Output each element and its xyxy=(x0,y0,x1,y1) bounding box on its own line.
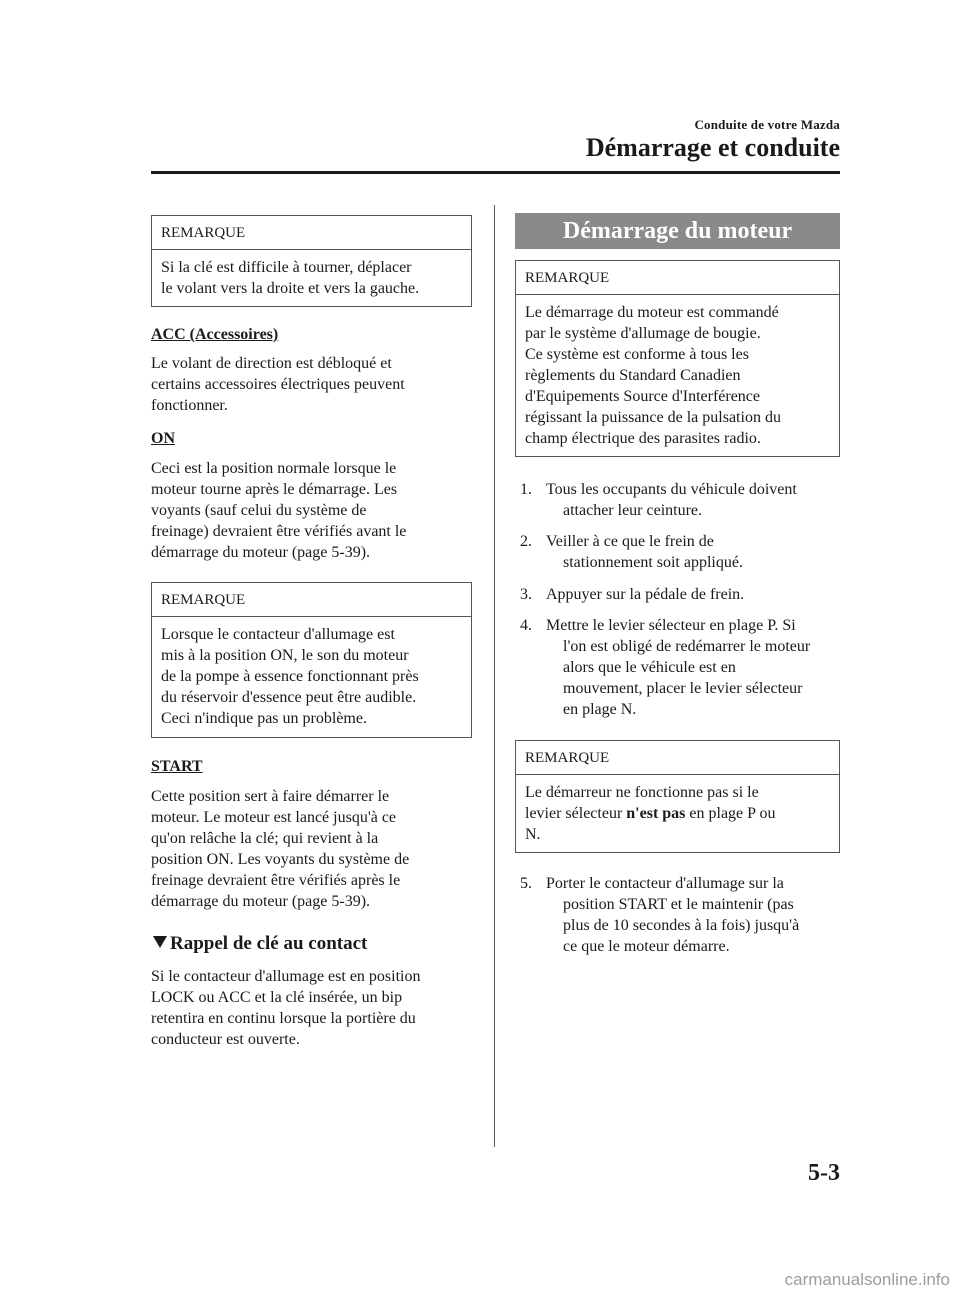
step-text xyxy=(546,584,744,605)
note-text: en plage P ou xyxy=(685,805,776,822)
step-number: 1. xyxy=(520,481,532,498)
note-line: par le système d'allumage de bougie. xyxy=(525,325,761,342)
reminder-paragraph xyxy=(151,966,481,1050)
note-body xyxy=(516,775,839,845)
text-line: ce que le moteur démarre. xyxy=(563,938,730,955)
note-line: N. xyxy=(525,826,541,843)
note-line xyxy=(525,803,833,824)
note-line: le volant vers la droite et vers la gauche. xyxy=(161,280,420,297)
note-title: REMARQUE xyxy=(516,261,839,295)
note-line: Le démarreur ne fonctionne pas si le xyxy=(525,784,759,801)
text-line: Cette position sert à faire démarrer le xyxy=(151,788,390,805)
note-line: Lorsque le contacteur d'allumage est xyxy=(161,626,395,643)
note-line: régissant la puissance de la pulsation du xyxy=(525,409,781,426)
column-divider xyxy=(494,205,495,1147)
note-title: REMARQUE xyxy=(152,583,471,617)
text-line: Si le contacteur d'allumage est en position xyxy=(151,968,421,985)
note-line: Ce système est conforme à tous les xyxy=(525,346,749,363)
text-line: freinage devraient être vérifiés après le xyxy=(151,872,401,889)
text-line: démarrage du moteur (page 5-39). xyxy=(151,893,371,910)
start-heading: START xyxy=(151,758,203,775)
text-line: moteur. Le moteur est lancé jusqu'à ce xyxy=(151,809,397,826)
step-text xyxy=(546,531,743,573)
step-number: 4. xyxy=(520,617,532,634)
note-title: REMARQUE xyxy=(152,216,471,250)
text-line: voyants (sauf celui du système de xyxy=(151,502,367,519)
note-box-fuel-pump xyxy=(151,582,472,738)
text-line: certains accessoires électriques peuvent xyxy=(151,376,405,393)
text-line: Le volant de direction est débloqué et xyxy=(151,355,392,372)
text-line: en plage N. xyxy=(563,701,637,718)
step-text xyxy=(546,479,797,521)
on-heading: ON xyxy=(151,430,175,447)
text-line: alors que le véhicule est en xyxy=(563,659,736,676)
note-line: de la pompe à essence fonctionnant près xyxy=(161,668,419,685)
text-line: conducteur est ouverte. xyxy=(151,1031,300,1048)
text-line: Ceci est la position normale lorsque le xyxy=(151,460,397,477)
text-line: retentira en continu lorsque la portière du xyxy=(151,1010,416,1027)
text-line: Tous les occupants du véhicule doivent xyxy=(546,481,797,498)
on-paragraph xyxy=(151,458,481,563)
text-line: Mettre le levier sélecteur en plage P. Si xyxy=(546,617,796,634)
text-line: position START et le maintenir (pas xyxy=(563,896,794,913)
step-number: 5. xyxy=(520,875,532,892)
note-line: du réservoir d'essence peut être audible. xyxy=(161,689,417,706)
note-emphasis: n'est pas xyxy=(626,805,686,822)
watermark: carmanualsonline.info xyxy=(784,1270,950,1289)
note-line: règlements du Standard Canadien xyxy=(525,367,741,384)
step-text xyxy=(546,615,810,720)
text-line: fonctionner. xyxy=(151,397,228,414)
acc-heading: ACC (Accessoires) xyxy=(151,326,279,343)
note-box-ignition xyxy=(515,260,840,457)
text-line: démarrage du moteur (page 5-39). xyxy=(151,544,371,561)
note-text: levier sélecteur xyxy=(525,805,627,822)
page-number: 5-3 xyxy=(808,1160,840,1186)
step-number: 2. xyxy=(520,533,532,550)
text-line: l'on est obligé de redémarrer le moteur xyxy=(563,638,811,655)
reminder-heading xyxy=(153,933,367,955)
step-number: 3. xyxy=(520,586,532,603)
note-line: d'Equipements Source d'Interférence xyxy=(525,388,760,405)
note-line: mis à la position ON, le son du moteur xyxy=(161,647,409,664)
note-line: Ceci n'indique pas un problème. xyxy=(161,710,367,727)
text-line: Porter le contacteur d'allumage sur la xyxy=(546,875,784,892)
note-line: Si la clé est difficile à tourner, déplacer xyxy=(161,259,412,276)
text-line: qu'on relâche la clé; qui revient à la xyxy=(151,830,379,847)
header-chapter-title: Démarrage et conduite xyxy=(585,133,840,162)
note-box-starter xyxy=(515,740,840,853)
note-body xyxy=(152,250,471,299)
note-title: REMARQUE xyxy=(516,741,839,775)
text-line: Veiller à ce que le frein de xyxy=(546,533,714,550)
text-line: LOCK ou ACC et la clé insérée, un bip xyxy=(151,989,403,1006)
text-line: plus de 10 secondes à la fois) jusqu'à xyxy=(563,917,800,934)
text-line: position ON. Les voyants du système de xyxy=(151,851,410,868)
note-line: Le démarrage du moteur est commandé xyxy=(525,304,779,321)
step-text xyxy=(546,873,799,957)
text-line: freinage) devraient être vérifiés avant le xyxy=(151,523,407,540)
triangle-down-icon xyxy=(153,936,167,948)
text-line: Appuyer sur la pédale de frein. xyxy=(546,586,745,603)
header-rule xyxy=(151,171,840,174)
text-line: mouvement, placer le levier sélecteur xyxy=(563,680,803,697)
reminder-heading-text: Rappel de clé au contact xyxy=(170,933,368,954)
note-body xyxy=(152,617,471,729)
note-body xyxy=(516,295,839,449)
section-heading-engine-start: Démarrage du moteur xyxy=(515,213,840,249)
header-section-title: Conduite de votre Mazda xyxy=(694,117,840,132)
text-line: moteur tourne après le démarrage. Les xyxy=(151,481,398,498)
text-line: attacher leur ceinture. xyxy=(563,502,703,519)
note-line: champ électrique des parasites radio. xyxy=(525,430,761,447)
acc-paragraph xyxy=(151,353,481,416)
text-line: stationnement soit appliqué. xyxy=(563,554,743,571)
note-box-key-turn xyxy=(151,215,472,307)
start-paragraph xyxy=(151,786,481,912)
